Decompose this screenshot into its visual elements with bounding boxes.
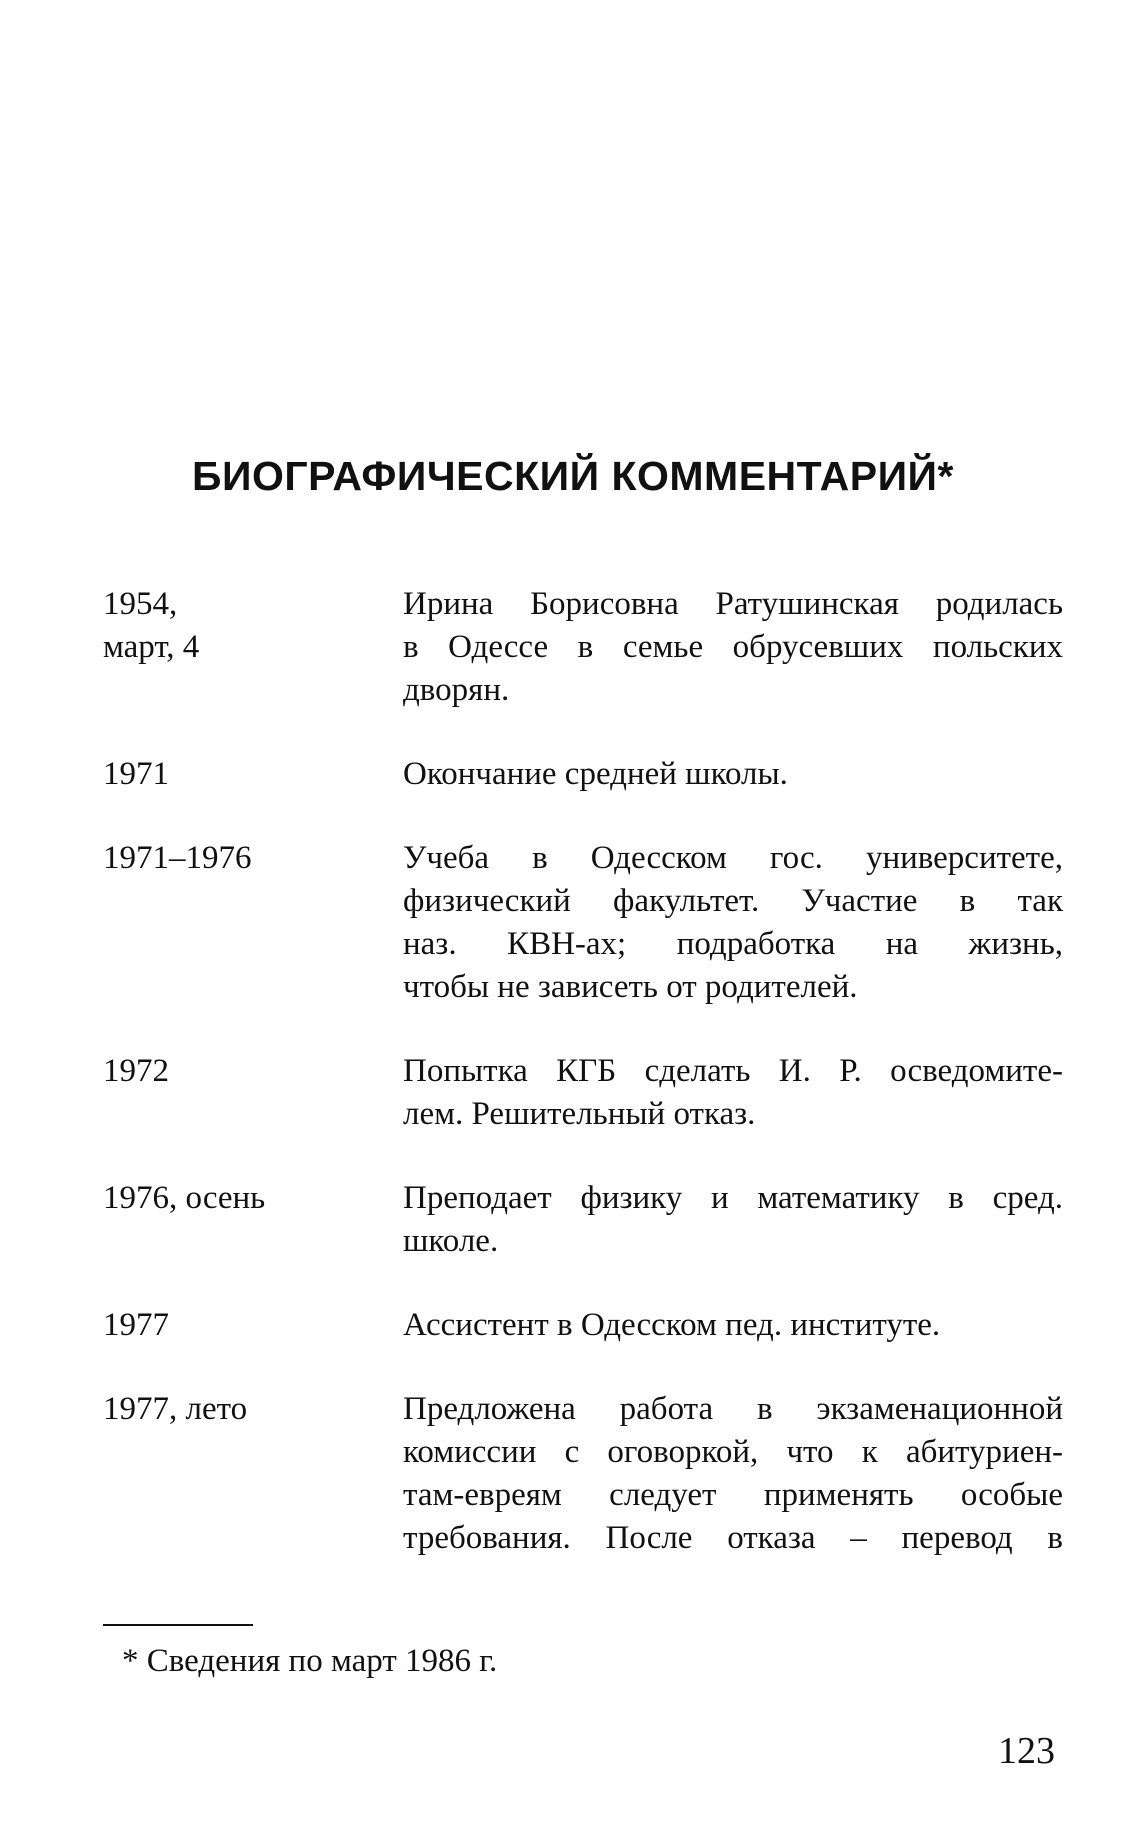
chronology-entry	[103, 753, 1063, 796]
entry-text-line: требования. После отказа – перевод в	[403, 1520, 1063, 1556]
page-number: 123	[998, 1730, 1055, 1772]
entry-date-line: 1977	[103, 1307, 169, 1343]
entry-date-line: 1954,	[103, 586, 178, 622]
entry-date-line: 1977, лето	[103, 1391, 248, 1427]
entry-text	[403, 1388, 1063, 1560]
chronology-entry	[103, 1177, 1063, 1263]
entry-text-line: Окончание средней школы.	[403, 756, 788, 792]
entry-text-line: дворян.	[403, 672, 510, 708]
entry-text-line: чтобы не зависеть от родителей.	[403, 969, 858, 1005]
entry-text-line: школе.	[403, 1223, 499, 1259]
entry-text-line: Предложена работа в экзаменационной	[403, 1391, 1063, 1427]
entry-date	[103, 753, 403, 796]
chronology-entry	[103, 583, 1063, 712]
entry-date-line: 1971	[103, 756, 169, 792]
entry-text-line: в Одессе в семье обрусевших польских	[403, 629, 1063, 665]
chronology-list	[103, 583, 1063, 1601]
entry-date	[103, 1304, 403, 1347]
entry-date	[103, 1050, 403, 1136]
chronology-entry	[103, 1304, 1063, 1347]
entry-text-line: Учеба в Одесском гос. университете,	[403, 840, 1063, 876]
entry-text-line: Попытка КГБ сделать И. Р. осведомите-	[403, 1053, 1063, 1089]
chronology-entry	[103, 837, 1063, 1009]
entry-text	[403, 837, 1063, 1009]
entry-text-line: лем. Решительный отказ.	[403, 1096, 756, 1132]
entry-date	[103, 583, 403, 712]
entry-date	[103, 1177, 403, 1263]
footnote: * Сведения по март 1986 г.	[122, 1643, 498, 1679]
entry-date-line: 1972	[103, 1053, 169, 1089]
entry-text-line: там-евреям следует применять особые	[403, 1477, 1063, 1513]
entry-text-line: Преподает физику и математику в сред.	[403, 1180, 1063, 1216]
entry-text	[403, 583, 1063, 712]
entry-text-line: наз. КВН-ах; подработка на жизнь,	[403, 926, 1063, 962]
entry-date-line: март, 4	[103, 629, 200, 665]
entry-date	[103, 837, 403, 1009]
footnote-divider	[103, 1624, 253, 1626]
entry-date-line: 1971–1976	[103, 840, 252, 876]
entry-text	[403, 1304, 1063, 1347]
entry-text-line: комиссии с оговоркой, что к абитуриен-	[403, 1434, 1063, 1470]
entry-text-line: Ирина Борисовна Ратушинская родилась	[403, 586, 1063, 622]
entry-text-line: Ассистент в Одесском пед. институте.	[403, 1307, 941, 1343]
entry-text-line: физический факультет. Участие в так	[403, 883, 1063, 919]
chronology-entry	[103, 1050, 1063, 1136]
page-title: БИОГРАФИЧЕСКИЙ КОММЕНТАРИЙ*	[192, 453, 954, 499]
entry-text	[403, 753, 1063, 796]
chronology-entry	[103, 1388, 1063, 1560]
entry-text	[403, 1050, 1063, 1136]
entry-date-line: 1976, осень	[103, 1180, 266, 1216]
entry-date	[103, 1388, 403, 1560]
entry-text	[403, 1177, 1063, 1263]
